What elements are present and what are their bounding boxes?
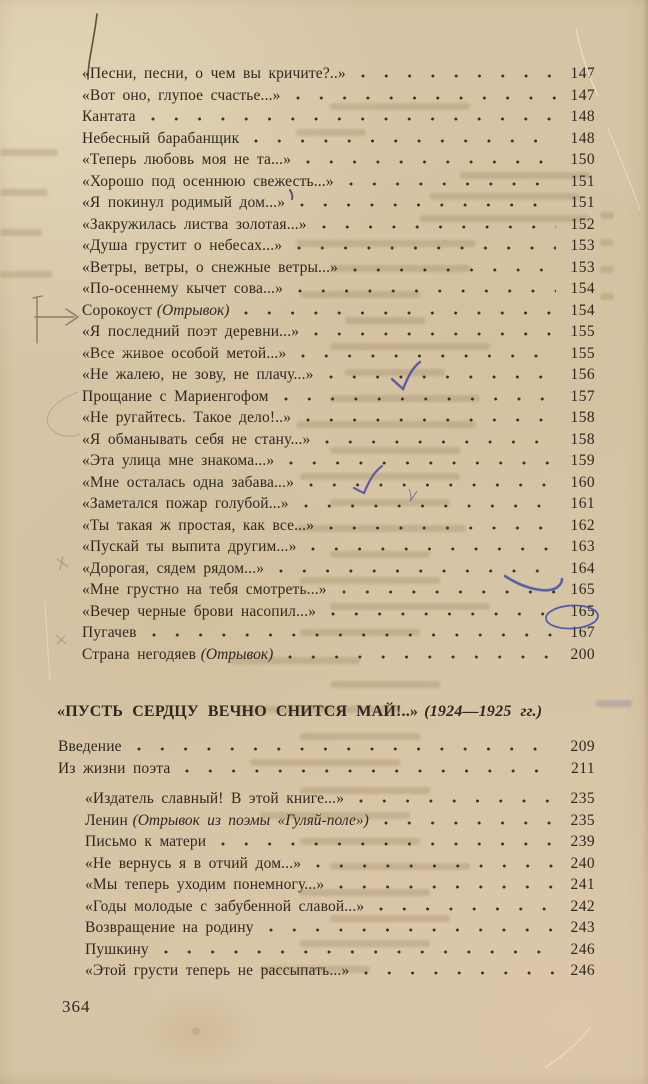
toc-entry-row: [82, 216, 595, 238]
toc-entry-row: [82, 302, 595, 324]
toc-entry-row: [82, 560, 595, 582]
toc-entry-row: [82, 646, 595, 668]
dot-leader: [282, 655, 556, 659]
dot-leader: [294, 203, 556, 207]
entry-title: Из жизни поэта: [58, 759, 171, 777]
dot-leader: [283, 461, 556, 465]
dot-leader: [295, 354, 556, 358]
entry-title: «Вечер черные брови насопил...»: [82, 602, 317, 620]
dot-leader: [343, 182, 556, 186]
entry-title: Возвращение на родину: [85, 919, 254, 936]
dot-leader: [308, 332, 556, 336]
entry-page-number: 240: [570, 854, 595, 872]
entry-title: «Не вернусь я в отчий дом...»: [85, 854, 302, 872]
dot-leader: [158, 950, 556, 954]
entry-title: Небесный барабанщик: [82, 129, 240, 147]
entry-title: «Мне грустно на тебя смотреть...»: [82, 581, 327, 598]
entry-page-number: 235: [570, 811, 595, 829]
toc-entry-row: [82, 173, 595, 195]
toc-entry-row: [82, 259, 595, 281]
dot-leader: [310, 864, 556, 868]
entry-title: Ленин: [85, 811, 128, 829]
toc-section-2-sub: [0, 790, 648, 984]
toc-entry-row: [82, 603, 595, 625]
toc-entry-row: [82, 474, 595, 496]
section-dates: (1924—1925 гг.): [424, 703, 543, 720]
dot-leader: [355, 74, 556, 78]
toc-entry-row: [82, 345, 595, 367]
section-heading: [57, 703, 542, 721]
entry-title: «Я обманывать себя не стану...»: [82, 430, 311, 448]
bleedthrough-line: [596, 700, 632, 707]
entry-title: Прощание с Мариенгофом: [82, 387, 269, 405]
dot-leader: [300, 160, 556, 164]
toc-entry-row: [82, 538, 595, 560]
entry-page-number: 157: [570, 387, 595, 405]
toc-entry-row: [82, 409, 595, 431]
entry-page-number: 151: [570, 172, 595, 190]
dot-leader: [238, 311, 556, 315]
dot-leader: [347, 268, 556, 272]
entry-title: «Мне осталась одна забава...»: [82, 473, 294, 491]
entry-title: «Эта улица мне знакома...»: [82, 452, 275, 469]
dot-leader: [278, 397, 556, 401]
entry-title: «Заметался пожар голубой...»: [82, 495, 289, 512]
dot-leader: [131, 747, 556, 751]
dot-leader: [333, 885, 556, 889]
dot-leader: [291, 246, 556, 250]
toc-entry-row: [82, 237, 595, 259]
dot-leader: [303, 483, 556, 487]
entry-title: «Не ругайтесь. Такое дело!..»: [82, 409, 292, 426]
dot-leader: [146, 633, 556, 637]
entry-title: Сорокоуст: [82, 301, 153, 319]
entry-title: «Мы теперь уходим понемногу...»: [85, 876, 325, 893]
dot-leader: [316, 225, 556, 229]
dot-leader: [298, 504, 556, 508]
toc-entry-row: [82, 194, 595, 216]
toc-section-1: [0, 65, 648, 667]
entry-title: Кантата: [82, 108, 136, 125]
entry-title: «Дорогая, сядем рядом...»: [82, 559, 265, 577]
toc-entry-row: [82, 431, 595, 453]
entry-page-number: 242: [570, 897, 595, 915]
toc-entry-row: [85, 876, 595, 898]
section-title: «ПУСТЬ СЕРДЦУ ВЕЧНО СНИТСЯ МАЙ!..»: [57, 703, 419, 720]
entry-page-number: 165: [570, 581, 595, 598]
entry-title: «Ты такая ж простая, как все...»: [82, 516, 315, 534]
entry-page-number: 246: [570, 940, 595, 958]
entry-title: «Пускай ты выпита другим...»: [82, 538, 297, 555]
entry-page-number: 163: [570, 538, 595, 555]
entry-page-number: 155: [570, 323, 595, 340]
entry-page-number: 200: [570, 645, 595, 663]
entry-title: «Песни, песни, о чем вы кричите?..»: [82, 65, 346, 82]
entry-page-number: 147: [570, 65, 595, 82]
entry-title: «Я покинул родимый дом...»: [82, 194, 286, 211]
entry-title: «По-осеннему кычет сова...»: [82, 280, 283, 297]
entry-page-number: 155: [570, 344, 595, 362]
entry-page-number: 161: [570, 495, 595, 512]
entry-page-number: 159: [570, 452, 595, 469]
entry-title: «Не жалею, не зову, не плачу...»: [82, 366, 314, 383]
entry-title: Пушкину: [85, 940, 149, 958]
dot-leader: [290, 96, 556, 100]
dot-leader: [358, 971, 556, 975]
entry-title: Введение: [58, 738, 122, 755]
dot-leader: [323, 375, 557, 379]
entry-page-number: 241: [570, 876, 595, 893]
toc-entry-row: [82, 151, 595, 173]
entry-page-number: 235: [570, 790, 595, 807]
entry-page-number: 167: [570, 624, 595, 641]
toc-entry-row: [85, 941, 595, 963]
dot-leader: [336, 590, 556, 594]
dot-leader: [378, 821, 556, 825]
toc-entry-row: [82, 65, 595, 87]
toc-entry-row: [85, 790, 595, 812]
dot-leader: [325, 612, 556, 616]
toc-entry-row: [82, 323, 595, 345]
dot-leader: [353, 799, 556, 803]
entry-title: «Этой грусти теперь не рассыпать...»: [85, 962, 350, 979]
entry-title: «Годы молодые с забубенной славой...»: [85, 897, 365, 915]
toc-entry-row: [85, 962, 595, 984]
entry-page-number: 165: [570, 602, 595, 620]
dot-leader: [248, 139, 556, 143]
entry-page-number: 162: [570, 516, 595, 534]
toc-entry-row: [82, 87, 595, 109]
entry-page-number: 151: [570, 194, 595, 211]
entry-title-italic: (Отрывок из поэмы «Гуляй-поле»): [132, 811, 369, 829]
entry-title-italic: (Отрывок): [156, 301, 230, 319]
toc-entry-row: [82, 388, 595, 410]
toc-entry-row: [85, 833, 595, 855]
entry-title: «Закружилась листва золотая...»: [82, 215, 307, 233]
entry-page-number: 154: [570, 280, 595, 297]
entry-title: «Издатель славный! В этой книге...»: [85, 790, 345, 807]
dot-leader: [305, 547, 556, 551]
entry-page-number: 153: [570, 237, 595, 254]
dot-leader: [273, 569, 556, 573]
toc-entry-row: [82, 280, 595, 302]
toc-entry-row: [82, 452, 595, 474]
dot-leader: [145, 117, 556, 121]
dot-leader: [292, 289, 556, 293]
entry-page-number: 158: [570, 430, 595, 448]
entry-page-number: 148: [570, 108, 595, 125]
toc-entry-row: [85, 812, 595, 834]
page-number-folio: 364: [62, 997, 91, 1016]
dot-leader: [215, 842, 556, 846]
dot-leader: [373, 907, 556, 911]
entry-page-number: 147: [570, 86, 595, 104]
toc-entry-row: [82, 366, 595, 388]
dot-leader: [179, 769, 556, 773]
toc-entry-row: [82, 581, 595, 603]
toc-entry-row: [85, 855, 595, 877]
bleedthrough-line: [330, 681, 440, 688]
entry-page-number: 160: [570, 473, 595, 491]
entry-page-number: 153: [570, 258, 595, 276]
entry-page-number: 150: [570, 151, 595, 168]
entry-title-italic: (Отрывок): [200, 645, 274, 663]
entry-title: Страна негодяев: [82, 645, 197, 663]
entry-title: «Все живое особой метой...»: [82, 344, 287, 362]
toc-entry-row: [82, 624, 595, 646]
toc-entry-row: [58, 760, 595, 782]
toc-entry-row: [85, 919, 595, 941]
entry-title: «Вот оно, глупое счастье...»: [82, 86, 281, 104]
dot-leader: [263, 928, 556, 932]
toc-section-2-main: [0, 738, 648, 781]
entry-title: Пугачев: [82, 624, 137, 641]
entry-page-number: 156: [570, 366, 595, 383]
entry-title: «Ветры, ветры, о снежные ветры...»: [82, 258, 339, 276]
entry-page-number: 239: [570, 833, 595, 850]
dot-leader: [300, 418, 556, 422]
toc-entry-row: [58, 738, 595, 760]
entry-page-number: 152: [570, 215, 595, 233]
toc-entry-row: [85, 898, 595, 920]
toc-entry-row: [82, 130, 595, 152]
entry-page-number: 211: [571, 759, 595, 777]
entry-page-number: 148: [570, 129, 595, 147]
entry-page-number: 158: [570, 409, 595, 426]
entry-page-number: 243: [570, 919, 595, 936]
toc-entry-row: [82, 517, 595, 539]
entry-page-number: 164: [570, 559, 595, 577]
entry-page-number: 209: [570, 738, 595, 755]
entry-title: «Теперь любовь моя не та...»: [82, 151, 291, 168]
entry-title: «Я последний поэт деревни...»: [82, 323, 300, 340]
dot-leader: [323, 526, 556, 530]
entry-title: «Хорошо под осеннюю свежесть...»: [82, 172, 334, 190]
toc-entry-row: [82, 495, 595, 517]
entry-title: «Душа грустит о небесах...»: [82, 237, 283, 254]
dot-leader: [319, 440, 556, 444]
toc-entry-row: [82, 108, 595, 130]
entry-title: Письмо к матери: [85, 833, 207, 850]
entry-page-number: 154: [570, 301, 595, 319]
entry-page-number: 246: [570, 962, 595, 979]
